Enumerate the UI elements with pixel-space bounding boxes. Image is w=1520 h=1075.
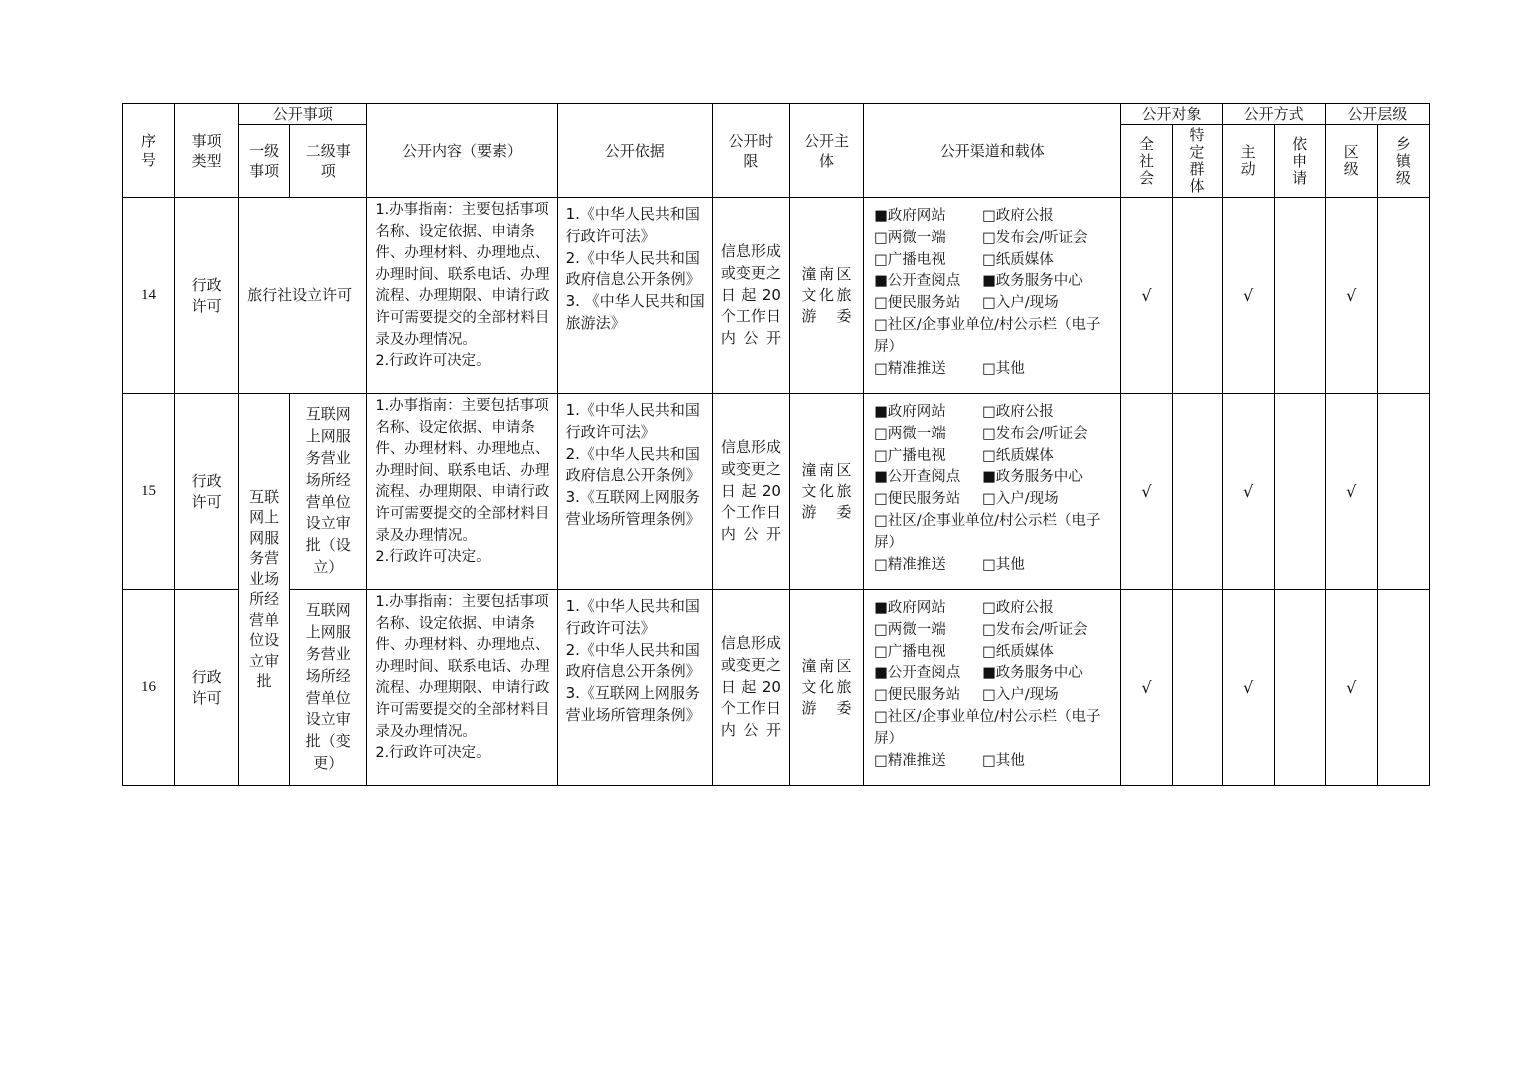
row-method-active: √ [1222, 198, 1274, 394]
row-level-district: √ [1325, 198, 1377, 394]
header-method-apply: 依申请 [1274, 125, 1325, 198]
row-level-district: √ [1325, 394, 1377, 590]
row-subject: 潼南区文化旅游委 [789, 590, 863, 786]
row-subject: 潼南区文化旅游委 [789, 198, 863, 394]
row-level-district: √ [1325, 590, 1377, 786]
header-basis: 公开依据 [557, 104, 712, 198]
row-time-limit: 信息形成或变更之日起20个工作日内公开 [712, 590, 789, 786]
table-row [123, 590, 1430, 786]
row-time-limit: 信息形成或变更之日起20个工作日内公开 [712, 198, 789, 394]
row-content: 1.办事指南：主要包括事项名称、设定依据、申请条件、办理材料、办理地点、办理时间、联系电话、办理流程、办理期限、申请行政许可需要提交的全部材料目录及办理情况。 2.行政许可决定。 [367, 590, 557, 786]
row-method-active: √ [1222, 590, 1274, 786]
row-channels: ■政府网站 □政府公报 □两微一端 □发布会/听证会 □广播电视 □纸质媒体 ■公开查阅点 ■政务服务中心 □便民服务站 □入户/现场 □社区/企事业单位/村公示栏（电子屏） □精准推送 □其他 [864, 198, 1121, 394]
row-level1: 互联网上网服务营业场所经营单位设立审批 [239, 394, 290, 786]
row-method-apply [1274, 590, 1325, 786]
row-level2: 互联网上网服务营业场所经营单位设立审批（设立） [290, 394, 367, 590]
row-item: 旅行社设立许可 [239, 198, 367, 394]
header-time-limit: 公开时限 [712, 104, 789, 198]
row-level-town [1377, 394, 1429, 590]
header-method-active: 主动 [1222, 125, 1274, 198]
row-method-apply [1274, 198, 1325, 394]
row-type: 行政许可 [175, 198, 239, 394]
row-level-town [1377, 198, 1429, 394]
row-basis: 1.《中华人民共和国行政许可法》 2.《中华人民共和国政府信息公开条例》 3.《互联网上网服务营业场所管理条例》 [557, 590, 712, 786]
row-content: 1.办事指南：主要包括事项名称、设定依据、申请条件、办理材料、办理地点、办理时间、联系电话、办理流程、办理期限、申请行政许可需要提交的全部材料目录及办理情况。 2.行政许可决定。 [367, 198, 557, 394]
row-subject: 潼南区文化旅游委 [789, 394, 863, 590]
table-row [123, 394, 1430, 590]
header-content: 公开内容（要素） [367, 104, 557, 198]
header-level1: 一级事项 [239, 125, 290, 198]
row-object-all: √ [1121, 394, 1172, 590]
row-type: 行政许可 [175, 590, 239, 786]
header-subject: 公开主体 [789, 104, 863, 198]
header-level-district: 区级 [1325, 125, 1377, 198]
row-type: 行政许可 [175, 394, 239, 590]
row-channels: ■政府网站 □政府公报 □两微一端 □发布会/听证会 □广播电视 □纸质媒体 ■公开查阅点 ■政务服务中心 □便民服务站 □入户/现场 □社区/企事业单位/村公示栏（电子屏） □精准推送 □其他 [864, 394, 1121, 590]
header-method: 公开方式 [1222, 104, 1325, 125]
row-method-active: √ [1222, 394, 1274, 590]
row-level-town [1377, 590, 1429, 786]
row-channels: ■政府网站 □政府公报 □两微一端 □发布会/听证会 □广播电视 □纸质媒体 ■公开查阅点 ■政务服务中心 □便民服务站 □入户/现场 □社区/企事业单位/村公示栏（电子屏） □精准推送 □其他 [864, 590, 1121, 786]
header-object-all: 全社会 [1121, 125, 1172, 198]
row-basis: 1.《中华人民共和国行政许可法》 2.《中华人民共和国政府信息公开条例》 3.《互联网上网服务营业场所管理条例》 [557, 394, 712, 590]
row-object-all: √ [1121, 590, 1172, 786]
header-channels: 公开渠道和载体 [864, 104, 1121, 198]
header-type: 事项类型 [175, 104, 239, 198]
row-object-specific [1172, 590, 1222, 786]
row-seq: 16 [123, 590, 175, 786]
header-object-specific: 特定群体 [1172, 125, 1222, 198]
header-seq: 序号 [123, 104, 175, 198]
row-seq: 14 [123, 198, 175, 394]
disclosure-table [122, 103, 1430, 786]
row-content: 1.办事指南：主要包括事项名称、设定依据、申请条件、办理材料、办理地点、办理时间、联系电话、办理流程、办理期限、申请行政许可需要提交的全部材料目录及办理情况。 2.行政许可决定。 [367, 394, 557, 590]
header-level2: 二级事项 [290, 125, 367, 198]
row-time-limit: 信息形成或变更之日起20个工作日内公开 [712, 394, 789, 590]
header-object: 公开对象 [1121, 104, 1222, 125]
header-public-item: 公开事项 [239, 104, 367, 125]
table-row [123, 198, 1430, 394]
row-object-specific [1172, 394, 1222, 590]
header-level-town: 乡镇级 [1377, 125, 1429, 198]
row-level2: 互联网上网服务营业场所经营单位设立审批（变更） [290, 590, 367, 786]
row-seq: 15 [123, 394, 175, 590]
row-object-specific [1172, 198, 1222, 394]
header-level: 公开层级 [1325, 104, 1429, 125]
row-object-all: √ [1121, 198, 1172, 394]
row-basis: 1.《中华人民共和国行政许可法》 2.《中华人民共和国政府信息公开条例》 3. 《中华人民共和国旅游法》 [557, 198, 712, 394]
row-method-apply [1274, 394, 1325, 590]
